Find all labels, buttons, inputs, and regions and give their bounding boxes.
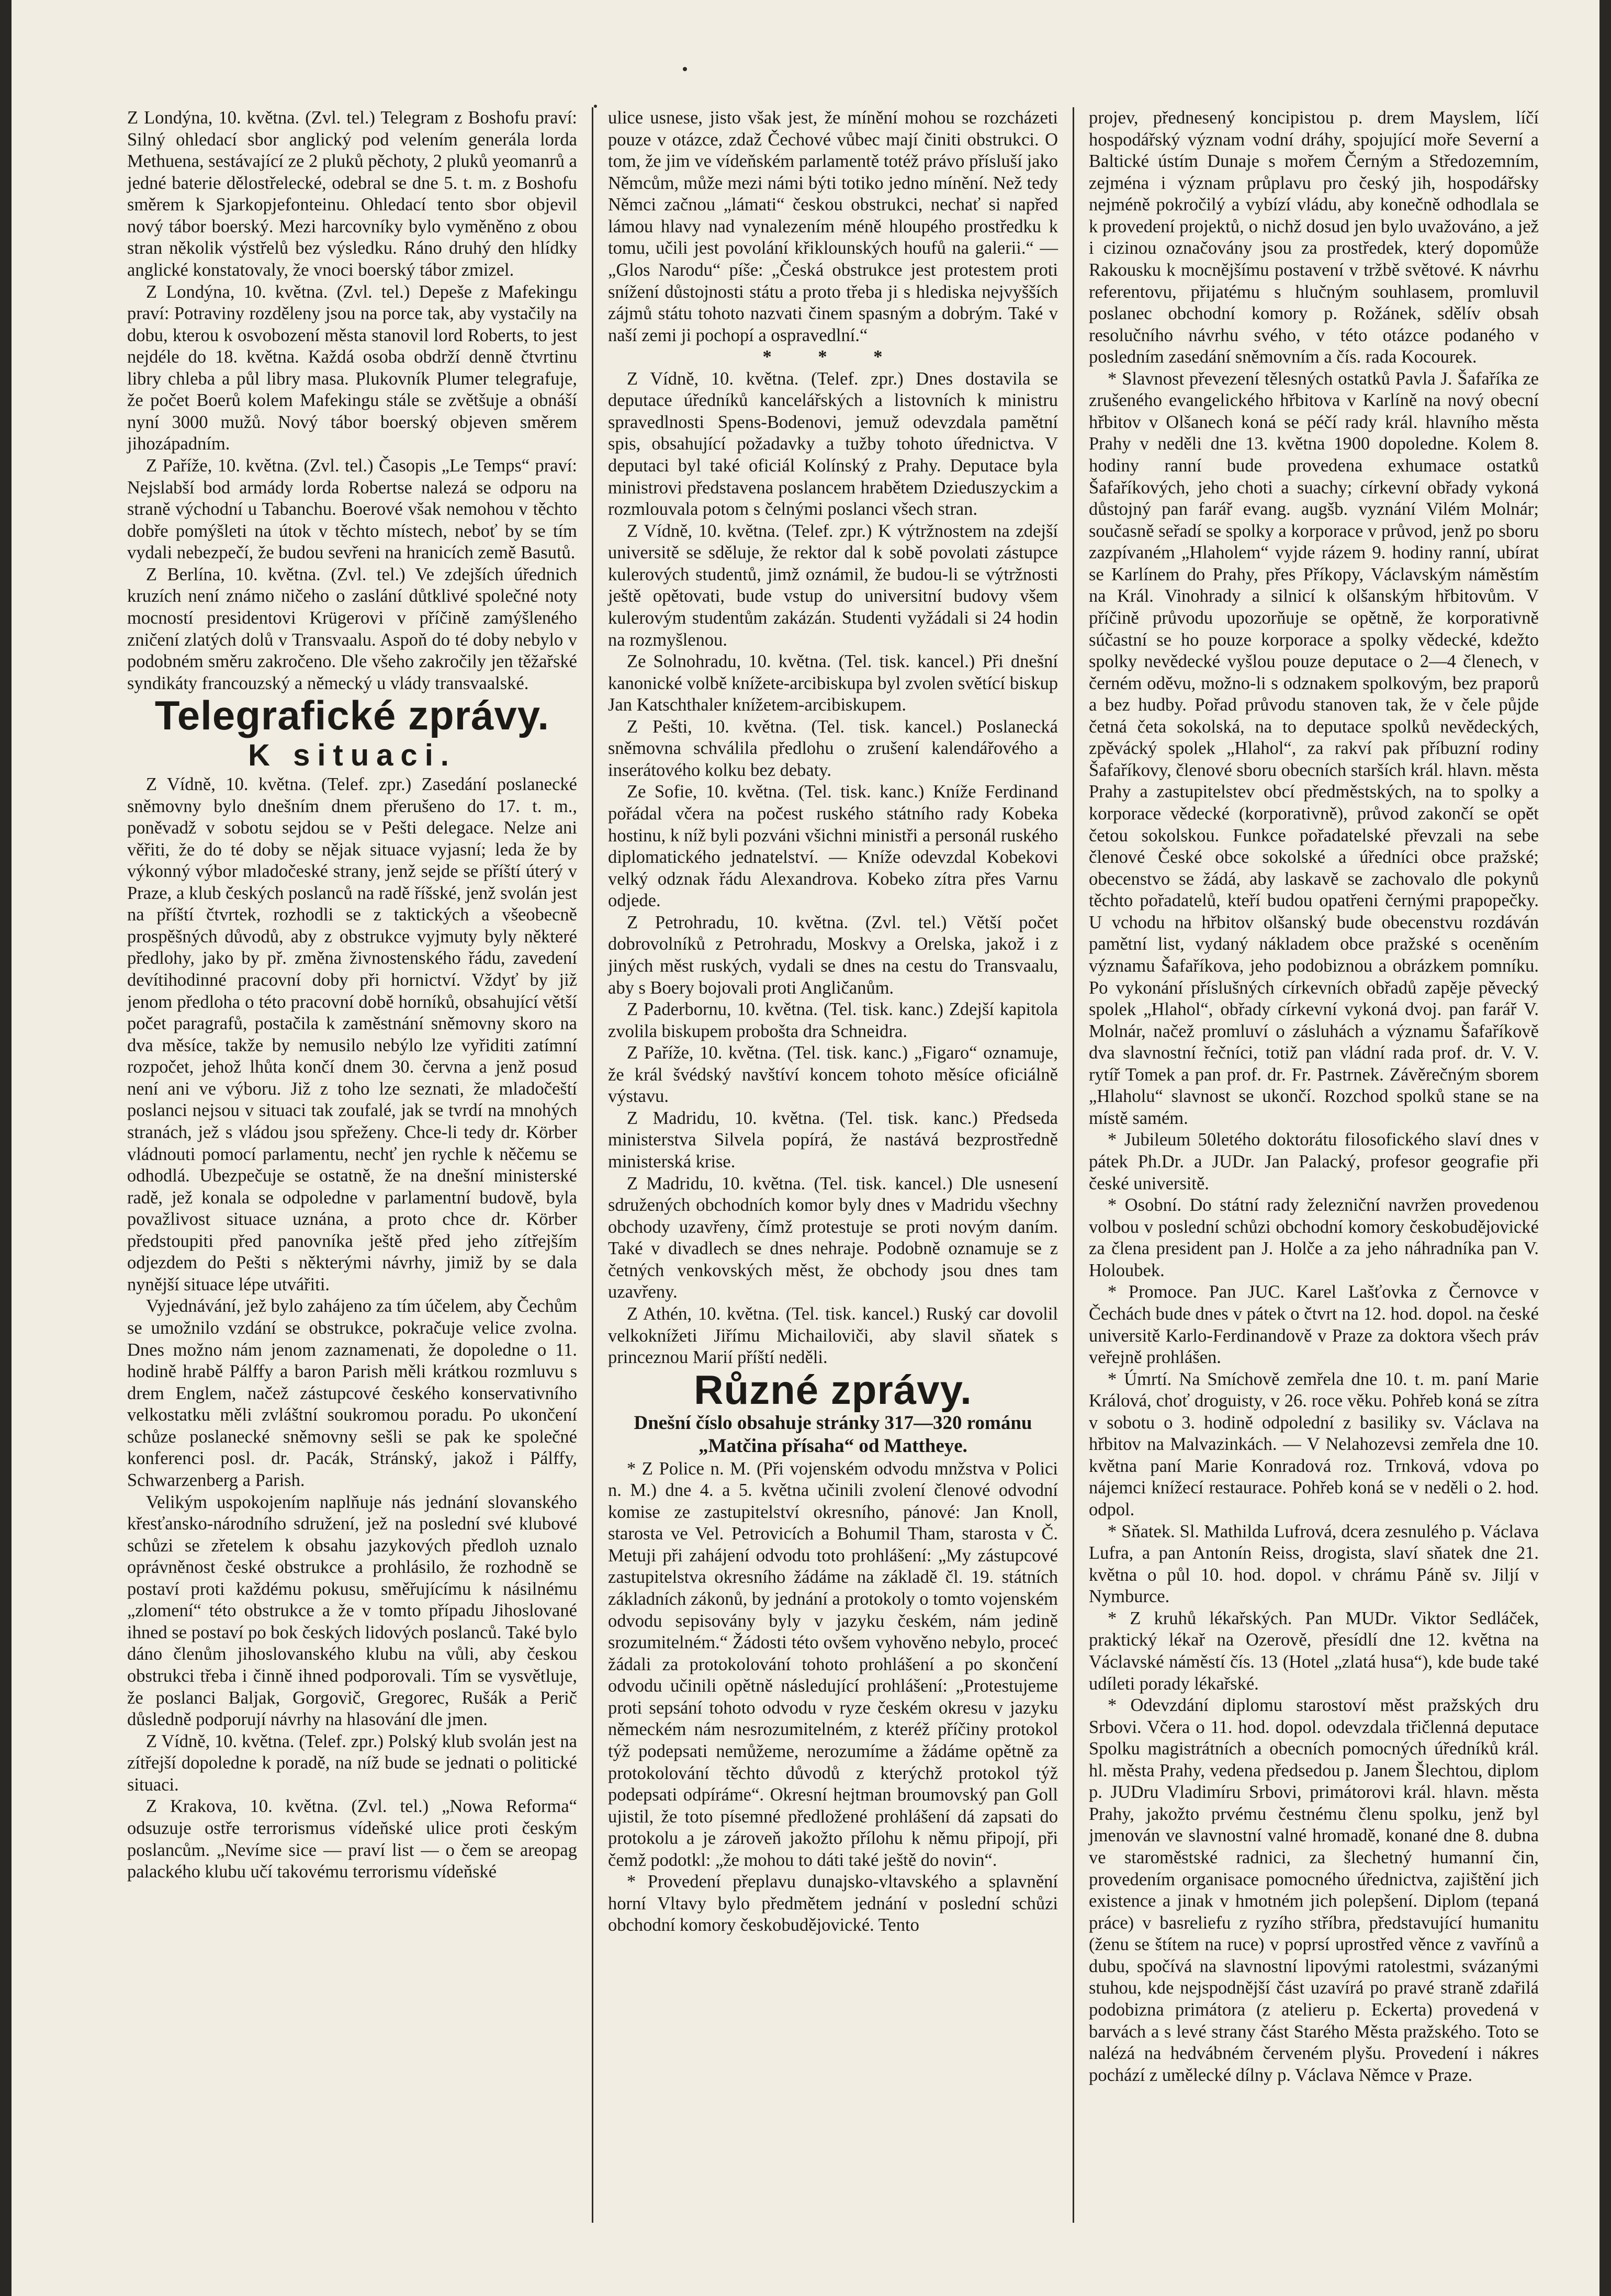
section-heading: Různé zprávy. — [694, 1366, 972, 1413]
scan-edge-left — [0, 0, 12, 2296]
news-item: Z Vídně, 10. května. (Telef. zpr.) Dnes dostavila se deputace úředníků kancelářských a listovních k ministru spravedlnosti Spens-Bodenovi, jemuž odevzdala pamětní spis, obsahující požadavky a tužby tohoto úřednictva. V deputaci byl také oficiál Kolínský z Prahy. Deputace byla ministrovi představena poslancem hrabětem Dzieduszyckim a rozmlouvala potom s čelnými poslanci všech stran. — [608, 368, 1058, 520]
news-item: * Sňatek. Sl. Mathilda Lufrová, dcera zesnulého p. Václava Lufra, a pan Antonín Reiss, drogista, slaví sňatek dne 21. května o půl 10. hod. dopol. v chrámu Páně sv. Jiljí v Nymburce. — [1089, 1521, 1539, 1607]
news-item: Z Paříže, 10. května. (Tel. tisk. kanc.) „Figaro“ oznamuje, že král švédský navštíví koncem tohoto měsíce oficiálně výstavu. — [608, 1043, 1058, 1107]
column-1 — [112, 107, 592, 2223]
news-item: Ze Sofie, 10. května. (Tel. tisk. kanc.) Kníže Ferdinand pořádal včera na počest ruského státního rady Kobeka hostinu, k níž byli pozváni všichni ministři a personál ruského diplomatického jednatelství. — Kníže odevzdal Kobekovi velký odznak řádu Alexandrova. Kobeko zítra přes Varnu odjede. — [608, 782, 1058, 911]
news-item: Velikým uspokojením naplňuje nás jednání slovanského křesťansko-národního sdružení, jež na poslední své klubové schůzi se zřetelem k obsahu jazykových předloh uznalo oprávněnost české obstrukce a prohlásilo, že rozhodně se postaví proti každému pokusu, směřujícímu k násilnému „zlomení“ této obstrukce a že v tomto případu Jihoslované ihned se postaví po bok českých lidových poslanců. Také bylo dáno členům jihoslovanského klubu na vůli, aby českou obstrukci třeba i činně ihned podporovali. Tím se vysvětluje, že poslanci Baljak, Gorgovič, Gregorec, Rušák a Perič důsledně podporují návrhy na hlasování dle jmen. — [127, 1492, 577, 1730]
news-item: Z Vídně, 10. května. (Telef. zpr.) Zasedání poslanecké sněmovny bylo dnešním dnem přerušeno do 17. t. m., poněvadž v sobotu sejdou se v Pešti delegace. Nelze ani věřiti, že do té doby se nějak situace vyjasní; leda že by výkonný výbor mladočeské strany, jenž sejde se příští úterý v Praze, a klub českých poslanců na radě říšské, jenž svolán jest na příští čtvrtek, rozhodli se z taktických a všeobecně prospěšných důvodů, aby z obstrukce vyjmuty byly některé předlohy, jako by př. změna živnostenského řádu, zavedení devítihodinné pracovní doby při hornictví. Vždyť by již jenom předloha o této pracovní době horníků, obsahující větší počet paragrafů, postačila k zaměstnání sněmovny skoro na dva měsíce, takže by nemusilo nebýlo lze vyřiditi zatímní rozpočet, jehož lhůta končí dnem 30. června a jenž posud není ani ve výboru. Již z toho lze seznati, že mladočeští poslanci nejsou v situaci tak zoufalé, jak se tvrdí na mnohých stranách, jež s vládou jsou spřeženy. Chce-li tedy dr. Körber vládnouti pomocí parlamentu, nechť jen rychle k něčemu se odhodlá. Ubezpečuje se ostatně, že na dnešní ministerské radě, jež konala se odpoledne v parlamentní budově, byla považlivost situace uznána, a proto chce dr. Körber předstoupiti před panovníka ještě před jeho zítřejším odjezdem do Pešti s některými návrhy, jimiž by se dala nynější situace lépe utvářiti. — [127, 774, 577, 1295]
news-item: * Provedení přeplavu dunajsko-vltavského a splavnění horní Vltavy bylo předmětem jednání v poslední schůzi obchodní komory českobudějovické. Tento — [608, 1872, 1058, 1935]
news-item: Z Madridu, 10. května. (Tel. tisk. kancel.) Dle usnesení sdružených obchodních komor byly dnes v Madridu všechny obchody uzavřeny, čímž protestuje se proti novým daním. Také v divadlech se dnes nehraje. Podobně oznamuje se z četných venkovských měst, že obchody jsou dnes tam uzavřeny. — [608, 1173, 1058, 1302]
print-speck — [683, 67, 687, 71]
column-3 — [1073, 107, 1553, 2223]
news-item: Z Paříže, 10. května. (Zvl. tel.) Časopis „Le Temps“ praví: Nejslabší bod armády lorda Robertse nalezá se odporu na straně východní u Tabanchu. Boerové však nemohou v těchto dobře pomýšleti na útok v těchto místech, neboť by se tím vydali nebezpečí, že budou sevřeni na hranicích země Basutů. — [127, 456, 577, 563]
news-item: projev, přednesený koncipistou p. drem Mayslem, líčí hospodářský význam vodní dráhy, spojující moře Severní a Baltické ústím Dunaje s mořem Černým a Středozemním, zejména i význam průplavu pro český jih, hospodářsky nejméně pokročilý a vybízí vládu, aby konečně odhodlala se k provedení projektů, o nichž dosud jen bylo uvažováno, a jež i cizinou označovány jsou za prostředek, který dopomůže Rakousku k mocnějšímu postavení v tržbě světové. K návrhu referentovu, přijatému s hlučným souhlasem, promluvil poslanec obchodní komory p. Rožánek, sdělív obsah resolučního návrhu svého, v této otázce podaného v posledním zasedání sněmovním a čís. rada Kocourek. — [1089, 108, 1539, 367]
section-heading: Telegrafické zprávy. — [154, 692, 550, 739]
novel-announcement: Dnešní číslo obsahuje stránky 317—320 románu „Matčina přísaha“ od Mattheye. — [634, 1412, 1032, 1457]
news-item: * Osobní. Do státní rady železniční navržen provedenou volbou v poslední schůzi obchodní komory českobudějovické za člena president pan J. Holče a za jeho náhradníka pan V. Holoubek. — [1089, 1195, 1539, 1280]
news-item: * Odevzdání diplomu starostoví měst pražských dru Srbovi. Včera o 11. hod. dopol. odevzdala třičlenná deputace Spolku magistrátních a obecních pomocných úředníků král. hl. města Prahy, vedena předsedou p. Janem Šlechtou, diplom p. JUDru Vladimíru Srbovi, primátorovi král. hlavn. města Prahy, jakožto prvému čestnému členu spolku, jenž byl jmenován ve slavnostní valné hromadě, konané dne 8. dubna ve staroměstské radnici, za šlechetný humanní čin, provedením organisace pomocného úřednictva, zajištění jich existence a jinak v hmotném jich polepšení. Diplom (tepaná práce) v basreliefu z ryzího stříbra, představující humanitu (ženu se štítem na ruce) v poprsí uprostřed věnce z vavřínů a dubu, spočívá na slavnostní lipovými ratolestmi, svázanými stuhou, kde nejspodnější část uzavírá po pravé straně zdařilá podobizna primátora (z atelieru p. Eckerta) provedená v barvách a s levé strany část Starého Města pražského. Toto se nalézá na hedvábném červeném plyšu. Provedení i nákres pochází z umělecké dílny p. Václava Němce v Praze. — [1089, 1695, 1539, 2085]
news-item: Z Krakova, 10. května. (Zvl. tel.) „Nowa Reforma“ odsuzuje ostře terrorismus vídeňské ulice proti českým poslancům. „Nevíme sice — praví list — o čem se areopag palackého klubu učí takovému terrorismu vídeňské — [127, 1796, 577, 1882]
news-item: Z Londýna, 10. května. (Zvl. tel.) Telegram z Boshofu praví: Silný ohledací sbor anglický pod velením generála lorda Methuena, sestávající ze 2 pluků pěchoty, 2 pluků yeomanrů a jedné baterie dělostřelecké, odebral se dne 5. t. m. z Boshofu směrem k Sjarkopjefonteinu. Ohledací tento sbor objevil nový tábor boerský. Mezi harcovníky bylo vyměněno z obou stran několik výstřelů bez výsledku. Ráno druhý den hlídky anglické konstatovaly, že vnoci boerský tábor zmizel. — [127, 108, 577, 280]
news-item: Z Berlína, 10. května. (Zvl. tel.) Ve zdejších úřednich kruzích není známo ničeho o zaslání důtklivé společné noty mocností presidentovi Krügerovi v příčině zamýšleného zničení zlatých dolů v Transvaalu. Aspoň do té doby nebylo v podobném směru zakročeno. Dle všeho zakročily jen těžařské syndikáty francouzský a německý u vlády transvaalské. — [127, 564, 577, 693]
news-item: Z Londýna, 10. května. (Zvl. tel.) Depeše z Mafekingu praví: Potraviny rozděleny jsou na porce tak, aby vystačily na dobu, kterou k osvobození města stanovil lord Roberts, to jest nejdéle do 18. května. Každá osoba obdrží denně čtvrtinu libry chleba a půl libry masa. Plukovník Plumer telegrafuje, že počet Boerů kolem Mafekingu stále se zvětšuje a obnáší nyní 3000 mužů. Nový tábor boerský objeven směrem jihozápadním. — [127, 282, 577, 454]
news-item: Z Pešti, 10. května. (Tel. tisk. kancel.) Poslanecká sněmovna schválila předlohu o zrušení kalendářového a inserátového kolku bez debaty. — [608, 716, 1058, 780]
text-columns — [112, 107, 1553, 2223]
news-item: * Promoce. Pan JUC. Karel Lašťovka z Černovce v Čechách bude dnes v pátek o čtvrt na 12. hod. dopol. na české universitě Karlo-Ferdinandově v Praze za doktora všech práv veřejně prohlášen. — [1089, 1282, 1539, 1368]
separator-stars: * * * — [762, 347, 904, 367]
news-item: ulice usnese, jisto však jest, že mínění mohou se rozcházeti pouze v otázce, zdaž Čechové vůbec mají činiti obstrukci. O tom, že jim ve vídeňském parlamentě totéž právo přísluší jako Němcům, může mezi námi býti totiko jedno mínění. Než tedy Němci začnou „lámati“ českou obstrukci, nechať si napřed lámou hlavy nad vynalezením méně hloupého prostředku k tomu, učili jest povolání křiklounských houfů na galerii.“ — „Glos Narodu“ píše: „Česká obstrukce jest protestem proti snížení důstojnosti státu a proto třeba ji s hlediska nejvyšších zájmů státu tohoto nazvati činem spasným a dobrým. Také v naší zemi ji pochopí a ospravedlní.“ — [608, 108, 1058, 345]
column-2 — [592, 107, 1073, 2223]
news-item: Z Petrohradu, 10. května. (Zvl. tel.) Větší počet dobrovolníků z Petrohradu, Moskvy a Orelska, jakož i z jiných měst ruských, vydali se dnes na cestu do Transvaalu, aby s Boery bojovali proti Angličanům. — [608, 912, 1058, 998]
news-item: Vyjednávání, jež bylo zahájeno za tím účelem, aby Čechům se umožnilo vzdání se obstrukce, pokračuje velice zvolna. Dnes možno nám jenom zaznamenati, že dopoledne o 11. hodině hrabě Pálffy a baron Parish měli krátkou rozmluvu s drem Englem, načež zástupcové českého konservativního velkostatku měli zvláštní soukromou poradu. Po ukončení schůze poslanecké sněmovny sešli se pak ke společné konferenci posl. dr. Pacák, Stránský, jakož i Pálffy, Schwarzenberg a Parish. — [127, 1296, 577, 1490]
news-item: Z Paderbornu, 10. května. (Tel. tisk. kanc.) Zdejší kapitola zvolila biskupem proboštа dra Schneidra. — [608, 999, 1058, 1041]
news-item: * Z Police n. M. (Při vojenském odvodu mnžstva v Polici n. M.) dne 4. a 5. května učinili zvolení členové odvodní komise ze zastupitelství okresního, pánové: Jan Knoll, starosta ve Vel. Petrovicích a Bohumil Tham, starosta v Č. Metuji při zahájení odvodu toto prohlášení: „My zástupcové zastupitelstva okresního žádáme na základě čl. 19. státních základních zákonů, by jednání a protokoly o tomto vojenském odvodu sepisovány byly v jazyku českém, nám jedině srozumitelném.“ Žádosti této ovšem vyhověno nebylo, proceć žádali za protokolování tohoto prohlášení a po skončení odvodu učinili opětně následující prohlášení: „Protestujeme proti sepsání tohoto odvodu v ryze českém okresu v jazyku německém nám nesrozumitelném, z kteréž příčiny protokol týž podepsati nemůžeme, nerozumíme a žádáme opětně za protokolování těchto důvodů z kterýchž protokol týž podepsati odpíráme“. Okresní hejtman broumovský pan Goll ujistil, že toto písemné předložené prohlášení dá zapsati do protokolu a je zároveň jakožto přílohu k němu připojí, při čemž podotkl: „že mohou to dáti také ještě do novin“. — [608, 1458, 1058, 1870]
news-item: * Z kruhů lékařských. Pan MUDr. Viktor Sedláček, praktický lékař na Ozerově, přesídlí dne 12. května na Václavské náměstí čís. 13 (Hotel „zlatá husa“), kde bude také udíleti porady lékařské. — [1089, 1608, 1539, 1694]
news-item: Z Vídně, 10. května. (Telef. zpr.) K výtržnostem na zdejší universitě se sděluje, že rektor dal k sobě povolati zástupce kulerových studentů, jimž oznámil, že budou-li se výtržnosti ještě opětovati, bude vstup do universitní budovy všem kulerovým studentům zakázán. Studenti vyžádali si 24 hodin na rozmyšlenou. — [608, 521, 1058, 650]
section-subheading: K situaci. — [248, 738, 456, 773]
news-item: Z Madridu, 10. května. (Tel. tisk. kanc.) Předseda ministerstva Silvela popírá, že nastává bezprostředně ministerská krise. — [608, 1108, 1058, 1172]
news-item: * Slavnost převezení tělesných ostatků Pavla J. Šafaříka ze zrušeného evangelického hřbitova v Karlíně na nový obecní hřbitov v Olšanech koná se péčí rady král. hlavního města Prahy v neděli dne 13. května 1900 dopoledne. Kolem 8. hodiny ranní bude provedena exhumace ostatků Šafaříkových, jeho choti a suachy; církevní obřady vykoná důstojný pan farář evang. augšb. vyznání Vilém Molnár; současně seřadí se spolky a korporace v průvod, jenž po sboru zazpívaném „Hlaholem“ vyjde rázem 9. hodiny ranní, ubírat se Karlínem do Prahy, přes Příkopy, Václavským náměstím na Král. Vinohrady a silnicí k olšanským hřbitovům. V příčině průvodu upozorňuje se opětně, že korporativně súčastní se ho pouze korporace a spolky vědecké, kdežto spolky nevědecké vyšlou pouze deputace o 2—4 členech, v černém oděvu, možno-li s odznakem spolkovým, bez praporů a bez hudby. Pořad průvodu stanoven tak, že v čele půjde četná četa sokolská, na to deputace spolků nevědeckých, zpěvácký spolek „Hlahol“, za rakví pak příbuzní rodiny Šafaříkovy, členové sboru obecních starších král. hlavn. města Prahy a zastupitelstev obcí předměstských, na to spolky a korporace vědecké (korporativně), průvod zakončí se opět četou sokolskou. Funkce pořadatelské převzali na sebe členové České obce sokolské a úředníci obce pražské; obecenstvo se žádá, aby laskavě se zachovalo dle pokynů těchto pořadatelů, kteří budou opatřeni černými prapoрečky. U vchodu na hřbitov olšanský bude obecenstvu rozdáván pamětní list, vydaný nákladem obce pražské s oceněním významu Šafaříkova, jeho podobiznou a obrázkem pomníku. Po vykonání příslušných církevních obřadů zapěje pěvecký spolek „Hlahol“, obřady církevní vykoná dvoj. pan farář V. Molnár, načež promluví o zásluhách a významu Šafaříkově dva slavnostní řečníci, totiž pan vládní rada prof. dr. V. V. rytíř Tomek a pan prof. dr. Fr. Pastrnek. Závěrečným sborem „Hlaholu“ slavnost se ukončí. Rozchod spolků stane se na místě samém. — [1089, 368, 1539, 1128]
news-item: Z Vídně, 10. května. (Telef. zpr.) Polský klub svolán jest na zítřejší dopoledne k poradě, na níž bude se jednati o politické situaci. — [127, 1731, 577, 1795]
news-item: Z Athén, 10. května. (Tel. tisk. kancel.) Ruský car dovolil velkoknížeti Jiřímu Michailoviči, aby slavil sňatek s princeznou Marií příští neděli. — [608, 1303, 1058, 1368]
news-item: * Úmrtí. Na Smíchově zemřela dne 10. t. m. paní Marie Králová, choť droguisty, v 26. roce věku. Pohřeb koná se zítra v sobotu o 3. hodině odpolední z basiliky sv. Václava na hřbitov na Malvazinkách. — V Nelahozevsi zemřela dne 10. května paní Marie Konradová roz. Trnková, vdova po nájemci knížecí restaurace. Pohřeb koná se v neděli o 2. hod. odpol. — [1089, 1369, 1539, 1520]
news-item: * Jubileum 50letého doktorátu filosofického slaví dnes v pátek Ph.Dr. a JUDr. Jan Palacký, profesor geografie při české universitě. — [1089, 1130, 1539, 1194]
scan-edge-right — [1599, 0, 1611, 2296]
news-item: Ze Solnohradu, 10. května. (Tel. tisk. kancel.) Při dnešní kanonické volbě knížete-arcibiskupa byl zvolen světící biskup Jan Katschthaler knížetem-arcibiskupem. — [608, 651, 1058, 715]
